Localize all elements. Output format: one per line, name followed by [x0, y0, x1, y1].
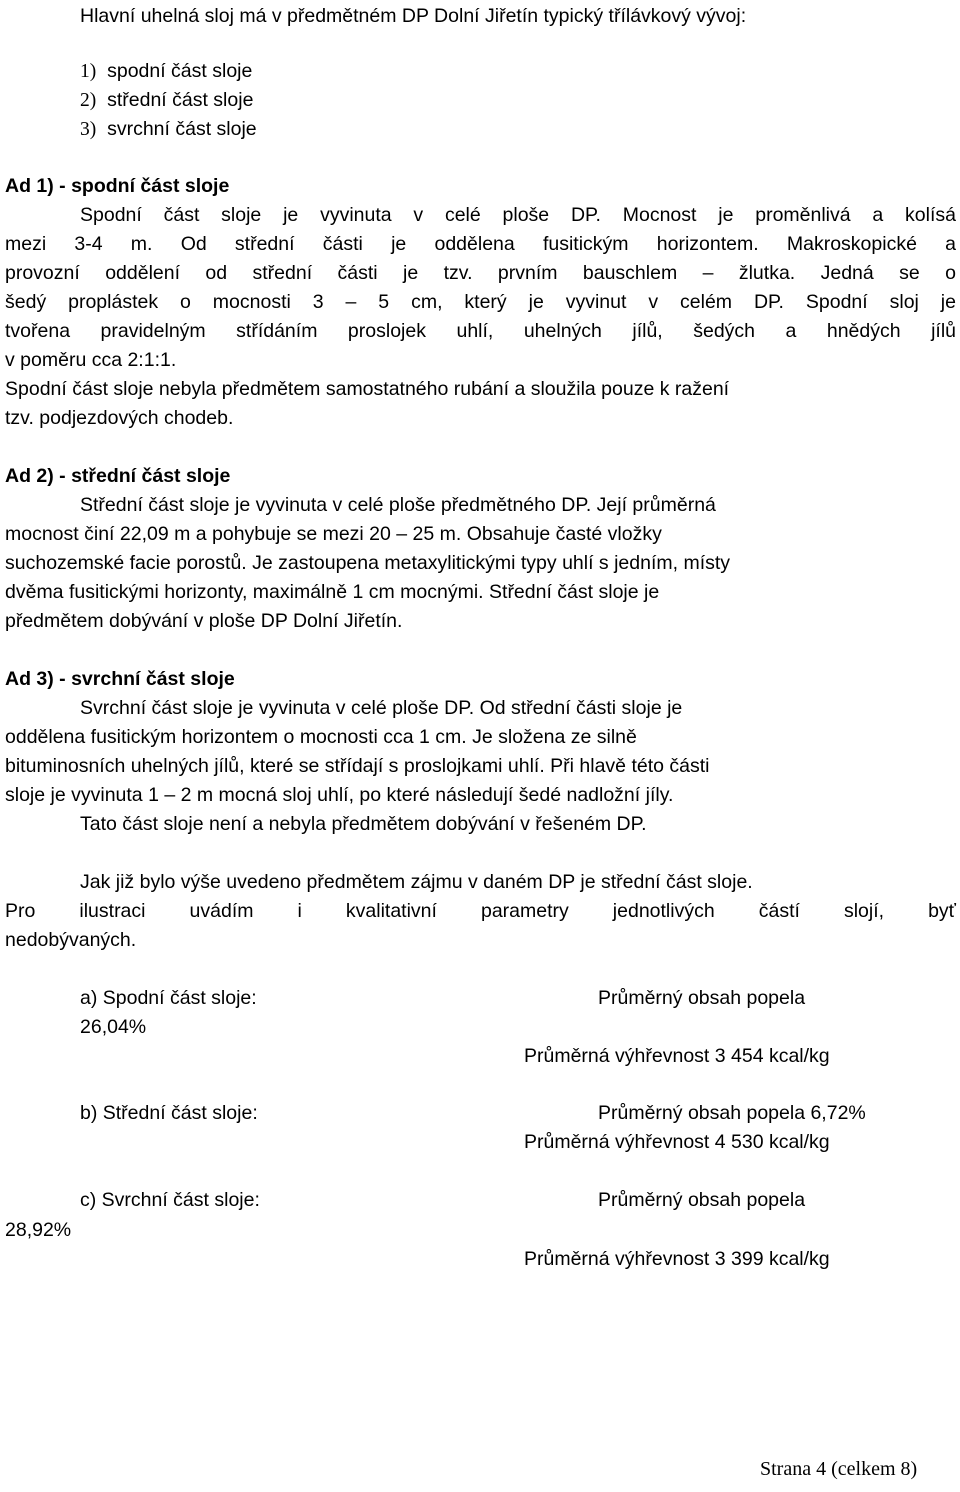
section-heading: Ad 2) - střední část sloje	[5, 465, 231, 487]
param-ash-value-c: 28,92%	[5, 1219, 72, 1241]
paragraph-line: šedý proplástek o mocnosti 3 – 5 cm, který je vyvinut v celém DP. Spodní sloj je	[5, 291, 956, 313]
list-text: spodní část sloje	[107, 60, 253, 82]
param-ash-b: Průměrný obsah popela 6,72%	[598, 1102, 866, 1124]
paragraph-line: mezi 3-4 m. Od střední části je oddělena fusitickým horizontem. Makroskopické a	[5, 233, 956, 255]
paragraph-line: Spodní část sloje nebyla předmětem samostatného rubání a sloužila pouze k ražení	[5, 378, 730, 400]
param-heat-b: Průměrná výhřevnost 4 530 kcal/kg	[524, 1131, 830, 1153]
paragraph-line: Střední část sloje je vyvinuta v celé ploše předmětného DP. Její průměrná	[80, 494, 716, 516]
param-label-b: b) Střední část sloje:	[80, 1102, 258, 1124]
list-item	[80, 59, 252, 84]
list-text: střední část sloje	[107, 89, 254, 111]
paragraph-line: oddělena fusitickým horizontem o mocnosti cca 1 cm. Je složena ze silně	[5, 726, 637, 748]
paragraph-line: Spodní část sloje je vyvinuta v celé ploše DP. Mocnost je proměnlivá a kolísá	[80, 204, 956, 226]
param-ash-a: Průměrný obsah popela	[598, 987, 806, 1009]
list-number: 1)	[80, 61, 97, 82]
param-ash-c: Průměrný obsah popela	[598, 1189, 806, 1211]
paragraph-line: Svrchní část sloje je vyvinuta v celé ploše DP. Od střední části sloje je	[80, 697, 683, 719]
param-label-c: c) Svrchní část sloje:	[80, 1189, 260, 1211]
list-number: 3)	[80, 119, 97, 140]
list-number: 2)	[80, 90, 97, 111]
param-ash-value-a: 26,04%	[80, 1016, 147, 1038]
paragraph-line: nedobývaných.	[5, 929, 137, 951]
section-heading: Ad 3) - svrchní část sloje	[5, 668, 235, 690]
list-item	[80, 117, 257, 142]
section-heading: Ad 1) - spodní část sloje	[5, 175, 230, 197]
paragraph-line: předmětem dobývání v ploše DP Dolní Jiřetín.	[5, 610, 403, 632]
paragraph-line: dvěma fusitickými horizonty, maximálně 1 cm mocnými. Střední část sloje je	[5, 581, 660, 603]
list-text: svrchní část sloje	[107, 118, 257, 140]
param-heat-c: Průměrná výhřevnost 3 399 kcal/kg	[524, 1248, 830, 1270]
param-heat-a: Průměrná výhřevnost 3 454 kcal/kg	[524, 1045, 830, 1067]
paragraph-line: tzv. podjezdových chodeb.	[5, 407, 234, 429]
list-item	[80, 88, 253, 113]
paragraph-line: sloje je vyvinuta 1 – 2 m mocná sloj uhlí, po které následují šedé nadložní jíly.	[5, 784, 674, 806]
paragraph-line: tvořena pravidelným střídáním proslojek uhlí, uhelných jílů, šedých a hnědých jílů	[5, 320, 956, 342]
paragraph-line: Tato část sloje není a nebyla předmětem dobývání v řešeném DP.	[80, 813, 647, 835]
paragraph-line: v poměru cca 2:1:1.	[5, 349, 177, 371]
intro-text: Hlavní uhelná sloj má v předmětném DP Dolní Jiřetín typický třílávkový vývoj:	[80, 5, 747, 27]
paragraph-line: bituminosních uhelných jílů, které se střídají s proslojkami uhlí. Při hlavě této části	[5, 755, 710, 777]
paragraph-line: Jak již bylo výše uvedeno předmětem zájmu v daném DP je střední část sloje.	[80, 871, 753, 893]
param-label-a: a) Spodní část sloje:	[80, 987, 257, 1009]
paragraph-line: mocnost činí 22,09 m a pohybuje se mezi 20 – 25 m. Obsahuje časté vložky	[5, 523, 662, 545]
paragraph-line: provozní oddělení od střední části je tzv. prvním bauschlem – žlutka. Jedná se o	[5, 262, 956, 284]
paragraph-line: suchozemské facie porostů. Je zastoupena metaxylitickými typy uhlí s jedním, místy	[5, 552, 731, 574]
paragraph-line: Pro ilustraci uvádím i kvalitativní parametry jednotlivých částí slojí, byť	[5, 900, 956, 922]
page-footer: Strana 4 (celkem 8)	[760, 1458, 918, 1480]
